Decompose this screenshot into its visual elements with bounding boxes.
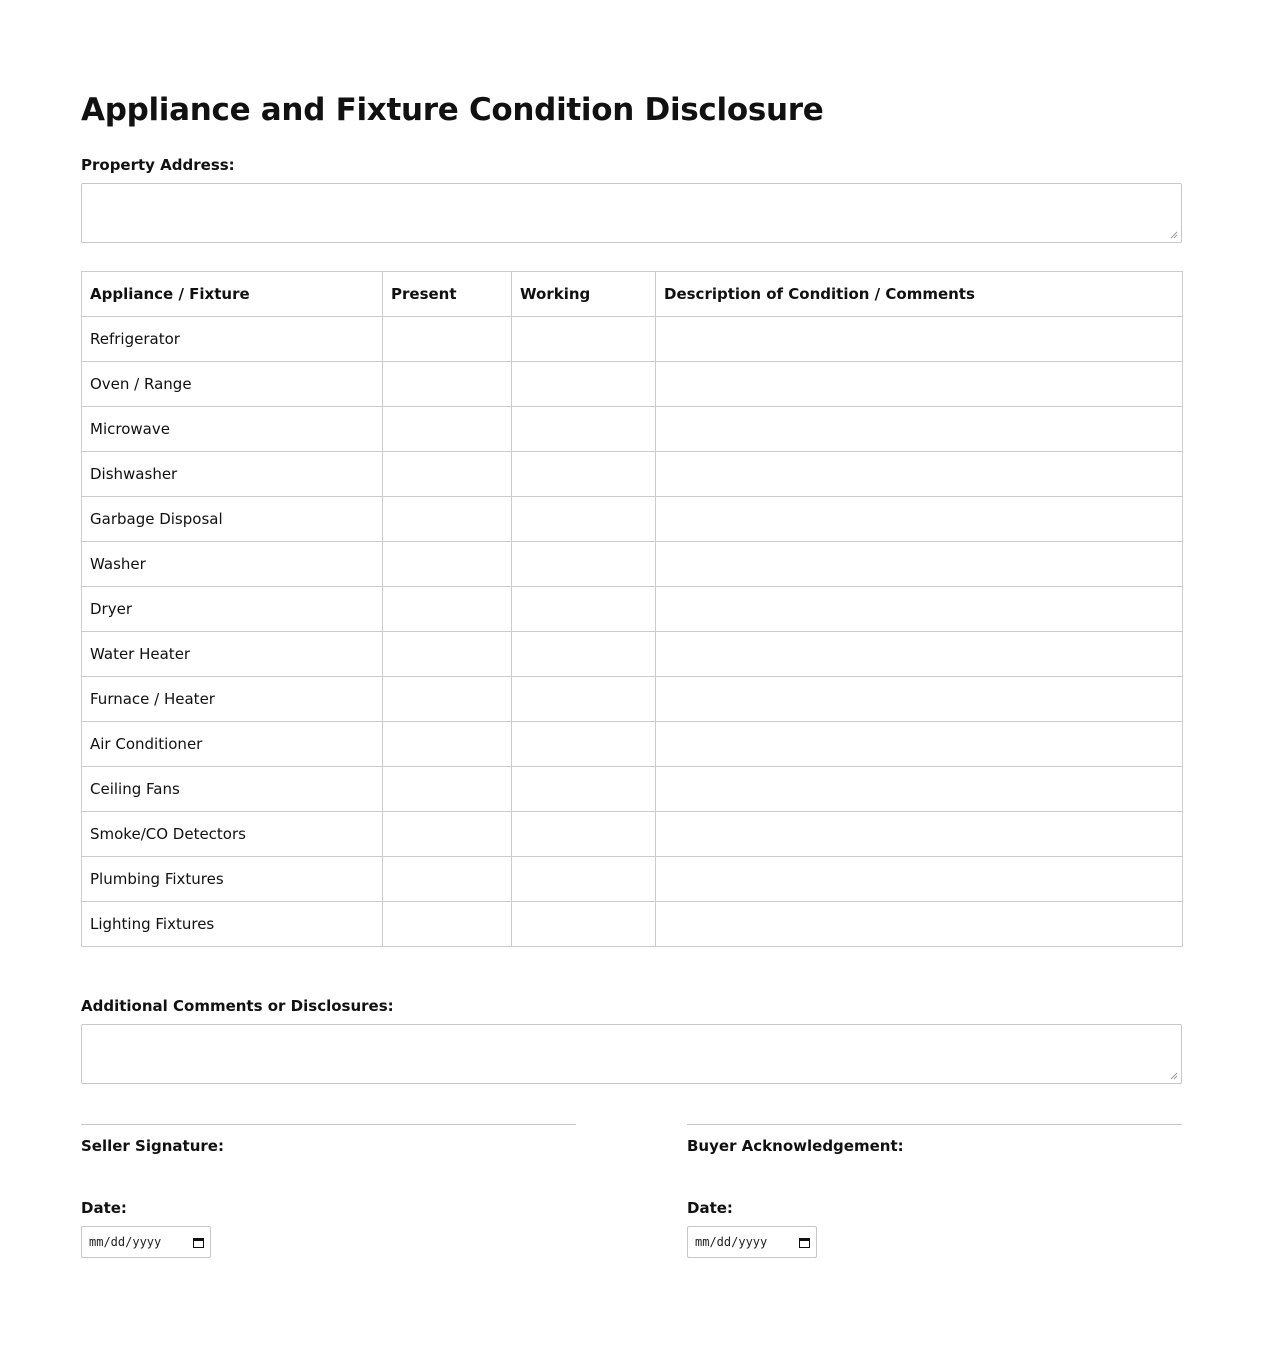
table-row <box>82 812 1183 857</box>
working-cell[interactable] <box>512 317 656 362</box>
working-cell[interactable] <box>512 452 656 497</box>
present-cell[interactable] <box>383 722 512 767</box>
table-row <box>82 407 1183 452</box>
table-row <box>82 317 1183 362</box>
appliance-table <box>81 271 1183 947</box>
condition-comment-cell[interactable] <box>656 542 1183 587</box>
working-cell[interactable] <box>512 857 656 902</box>
property-address-textarea[interactable] <box>81 183 1182 243</box>
condition-comment-cell[interactable] <box>656 587 1183 632</box>
condition-comment-cell[interactable] <box>656 857 1183 902</box>
working-cell[interactable] <box>512 677 656 722</box>
appliance-name-cell: Smoke/CO Detectors <box>82 812 383 857</box>
buyer-signature-label: Buyer Acknowledgement: <box>687 1137 904 1155</box>
table-row <box>82 587 1183 632</box>
seller-date-label: Date: <box>81 1199 127 1217</box>
working-cell[interactable] <box>512 767 656 812</box>
working-cell[interactable] <box>512 812 656 857</box>
table-row <box>82 497 1183 542</box>
table-row <box>82 452 1183 497</box>
appliance-name-cell: Water Heater <box>82 632 383 677</box>
property-address-label: Property Address: <box>81 156 235 174</box>
additional-comments-label: Additional Comments or Disclosures: <box>81 997 394 1015</box>
buyer-signature-line[interactable] <box>687 1124 1182 1125</box>
calendar-icon[interactable] <box>193 1237 204 1248</box>
present-cell[interactable] <box>383 542 512 587</box>
appliance-name-cell: Dishwasher <box>82 452 383 497</box>
condition-comment-cell[interactable] <box>656 722 1183 767</box>
condition-comment-cell[interactable] <box>656 497 1183 542</box>
working-cell[interactable] <box>512 632 656 677</box>
appliance-name-cell: Air Conditioner <box>82 722 383 767</box>
present-cell[interactable] <box>383 902 512 947</box>
table-row <box>82 857 1183 902</box>
appliance-name-cell: Ceiling Fans <box>82 767 383 812</box>
table-row <box>82 362 1183 407</box>
condition-comment-cell[interactable] <box>656 317 1183 362</box>
present-cell[interactable] <box>383 677 512 722</box>
present-cell[interactable] <box>383 587 512 632</box>
present-cell[interactable] <box>383 857 512 902</box>
calendar-icon[interactable] <box>799 1237 810 1248</box>
appliance-name-cell: Furnace / Heater <box>82 677 383 722</box>
table-header-row <box>82 272 1183 317</box>
present-cell[interactable] <box>383 767 512 812</box>
appliance-name-cell: Dryer <box>82 587 383 632</box>
working-cell[interactable] <box>512 497 656 542</box>
working-cell[interactable] <box>512 902 656 947</box>
appliance-name-cell: Lighting Fixtures <box>82 902 383 947</box>
seller-signature-label: Seller Signature: <box>81 1137 224 1155</box>
present-cell[interactable] <box>383 317 512 362</box>
seller-date-placeholder: mm/dd/yyyy <box>89 1235 162 1249</box>
condition-comment-cell[interactable] <box>656 407 1183 452</box>
working-cell[interactable] <box>512 542 656 587</box>
buyer-date-input[interactable] <box>687 1226 817 1258</box>
working-cell[interactable] <box>512 587 656 632</box>
table-row <box>82 542 1183 587</box>
condition-comment-cell[interactable] <box>656 902 1183 947</box>
present-cell[interactable] <box>383 407 512 452</box>
buyer-date-placeholder: mm/dd/yyyy <box>695 1235 768 1249</box>
appliance-name-cell: Plumbing Fixtures <box>82 857 383 902</box>
table-row <box>82 722 1183 767</box>
condition-comment-cell[interactable] <box>656 362 1183 407</box>
working-cell[interactable] <box>512 362 656 407</box>
appliance-name-cell: Garbage Disposal <box>82 497 383 542</box>
appliance-name-cell: Oven / Range <box>82 362 383 407</box>
present-cell[interactable] <box>383 812 512 857</box>
seller-signature-line[interactable] <box>81 1124 576 1125</box>
condition-comment-cell[interactable] <box>656 452 1183 497</box>
appliance-name-cell: Refrigerator <box>82 317 383 362</box>
table-row <box>82 632 1183 677</box>
condition-comment-cell[interactable] <box>656 677 1183 722</box>
additional-comments-textarea[interactable] <box>81 1024 1182 1084</box>
condition-comment-cell[interactable] <box>656 632 1183 677</box>
header-appliance: Appliance / Fixture <box>82 272 383 317</box>
table-row <box>82 902 1183 947</box>
table-row <box>82 677 1183 722</box>
header-description: Description of Condition / Comments <box>656 272 1183 317</box>
appliance-name-cell: Washer <box>82 542 383 587</box>
appliance-name-cell: Microwave <box>82 407 383 452</box>
buyer-date-label: Date: <box>687 1199 733 1217</box>
seller-date-input[interactable] <box>81 1226 211 1258</box>
present-cell[interactable] <box>383 497 512 542</box>
resize-grip-icon[interactable] <box>1170 1072 1178 1080</box>
working-cell[interactable] <box>512 407 656 452</box>
seller-signature-block <box>81 1124 576 1258</box>
buyer-signature-block <box>687 1124 1182 1258</box>
present-cell[interactable] <box>383 452 512 497</box>
table-row <box>82 767 1183 812</box>
resize-grip-icon[interactable] <box>1170 231 1178 239</box>
condition-comment-cell[interactable] <box>656 812 1183 857</box>
present-cell[interactable] <box>383 632 512 677</box>
working-cell[interactable] <box>512 722 656 767</box>
condition-comment-cell[interactable] <box>656 767 1183 812</box>
header-present: Present <box>383 272 512 317</box>
present-cell[interactable] <box>383 362 512 407</box>
page-title: Appliance and Fixture Condition Disclosure <box>81 92 824 128</box>
header-working: Working <box>512 272 656 317</box>
